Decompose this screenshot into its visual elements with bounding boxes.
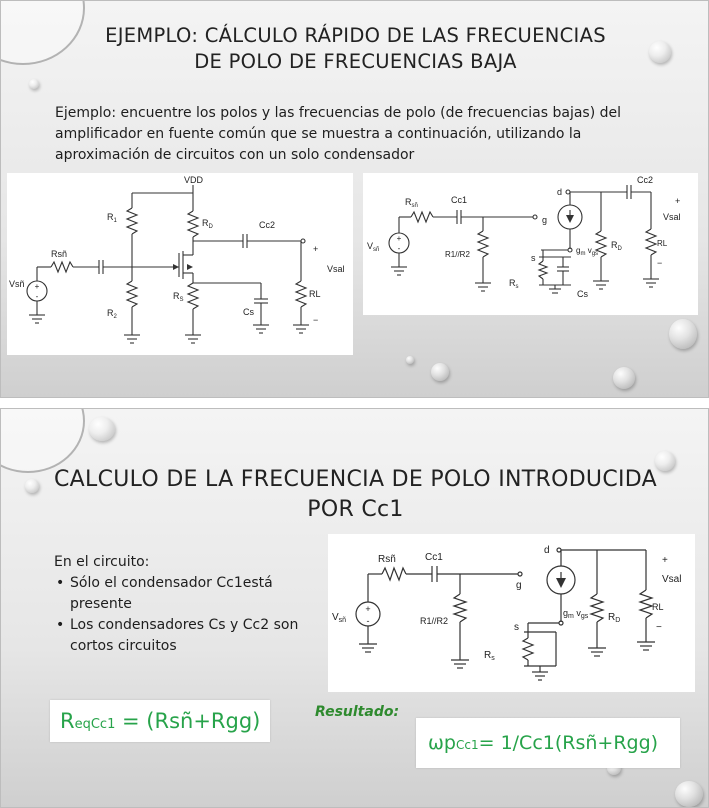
rd-label: $R_D$: [611, 240, 622, 252]
decor-drop: [669, 319, 697, 349]
vsn-label: $V_{sñ}$: [367, 241, 380, 253]
source-minus-sign: -: [366, 616, 370, 626]
example-line-1: Ejemplo: encuentre los polos y las frecuencias de polo (de frecuencias bajas) del: [55, 105, 622, 121]
decor-ring: [0, 408, 85, 473]
slide-1-title: [1, 23, 709, 75]
vsn-label: Vsñ: [9, 279, 25, 289]
resultado-label: Resultado:: [315, 704, 400, 720]
req-cc1-formula: [50, 700, 270, 742]
decor-drop: [89, 417, 115, 441]
conditions-list: [54, 573, 314, 657]
vsn-label: $V_{sñ}$: [332, 612, 347, 624]
decor-drop: [406, 356, 414, 364]
r2-label: $R_2$: [107, 308, 117, 320]
conditions-heading: En el circuito:: [54, 554, 150, 570]
example-line-3: aproximación de circuitos con un solo condensador: [55, 147, 415, 163]
drain-node-label: d: [557, 187, 563, 197]
cs-label: Cs: [243, 307, 254, 317]
cc1-label: Cc1: [425, 552, 443, 563]
gate-node-label: g: [516, 580, 522, 591]
rl-label: RL: [652, 602, 664, 612]
rd-label: $R_D$: [202, 218, 213, 230]
output-plus-sign: +: [662, 555, 668, 566]
title-line-1: EJEMPLO: CÁLCULO RÁPIDO DE LAS FRECUENCIAS: [105, 24, 606, 47]
source-node-label: s: [514, 622, 519, 633]
rsn-label: $R_{sñ}$: [405, 197, 418, 209]
output-minus-sign: −: [656, 622, 662, 633]
r1r2-label: R1//R2: [445, 250, 470, 259]
wp-expression: = 1/Cc1(Rsñ+Rgg): [478, 732, 659, 754]
rs-label: $R_S$: [173, 291, 184, 303]
list-item: • Sólo el condensador Cc1está presente: [70, 573, 314, 615]
r1-label: $R_1$: [107, 212, 117, 224]
cc2-label: Cc2: [259, 220, 276, 230]
output-plus-sign: +: [313, 244, 319, 254]
source-plus-sign: +: [396, 234, 402, 243]
source-minus-sign: -: [35, 292, 39, 301]
vsal-label: Vsal: [662, 574, 682, 585]
wp-subscript: Cc1: [455, 738, 479, 752]
rsn-label: Rsñ: [378, 554, 396, 565]
small-signal-equivalent-circuit: [363, 173, 698, 315]
source-plus-sign: +: [34, 282, 40, 291]
source-plus-sign: +: [365, 604, 371, 614]
req-symbol: R: [60, 709, 75, 733]
example-line-2: amplificador en fuente común que se muestra a continuación, utilizando la: [55, 126, 582, 142]
example-text: [55, 103, 695, 166]
rl-label: RL: [309, 289, 321, 299]
slide-2-title: [1, 465, 709, 525]
vdd-label: VDD: [184, 175, 204, 185]
circuit-conditions: [54, 552, 314, 657]
r1r2-label: R1//R2: [420, 616, 449, 626]
req-expression: = (Rsñ+Rgg): [115, 709, 261, 733]
rd-label: $R_D$: [608, 612, 621, 624]
title-line-2: POR Cc1: [307, 497, 404, 522]
output-plus-sign: +: [675, 196, 681, 206]
wp-symbol: ωp: [428, 732, 456, 754]
gm-vgs-label: $g_m$ $v_{gs}$: [563, 608, 589, 620]
cc1-equivalent-circuit: [328, 534, 695, 692]
common-source-amplifier-circuit: [7, 173, 353, 355]
rs-label: $R_s$: [509, 278, 519, 290]
vsal-label: Vsal: [327, 264, 345, 274]
list-item: • Los condensadores Cs y Cc2 son cortos circuitos: [70, 615, 314, 657]
source-minus-sign: -: [397, 244, 401, 253]
rsn-label: Rsñ: [51, 249, 68, 259]
decor-drop: [675, 781, 703, 807]
gate-node-label: g: [542, 215, 548, 225]
decor-drop: [29, 79, 39, 89]
slide-1: [0, 0, 709, 398]
drain-node-label: d: [544, 545, 550, 556]
gm-vgs-label: $g_m$ $v_{gs}$: [576, 246, 599, 257]
decor-drop: [431, 363, 449, 381]
source-node-label: s: [531, 253, 536, 263]
req-subscript: eqCc1: [74, 717, 116, 732]
output-minus-sign: −: [313, 315, 319, 325]
cs-label: Cs: [577, 289, 588, 299]
rs-label: $R_s$: [484, 650, 495, 662]
rl-label: RL: [657, 239, 668, 248]
decor-drop: [613, 367, 635, 389]
cc1-label: Cc1: [451, 195, 468, 205]
title-line-2: DE POLO DE FRECUENCIAS BAJA: [194, 50, 517, 73]
vsal-label: Vsal: [663, 212, 681, 222]
output-minus-sign: −: [657, 258, 663, 268]
cc2-label: Cc2: [637, 175, 654, 185]
wp-cc1-formula: [416, 718, 680, 768]
title-line-1: CALCULO DE LA FRECUENCIA DE POLO INTRODUCIDA: [54, 467, 657, 492]
